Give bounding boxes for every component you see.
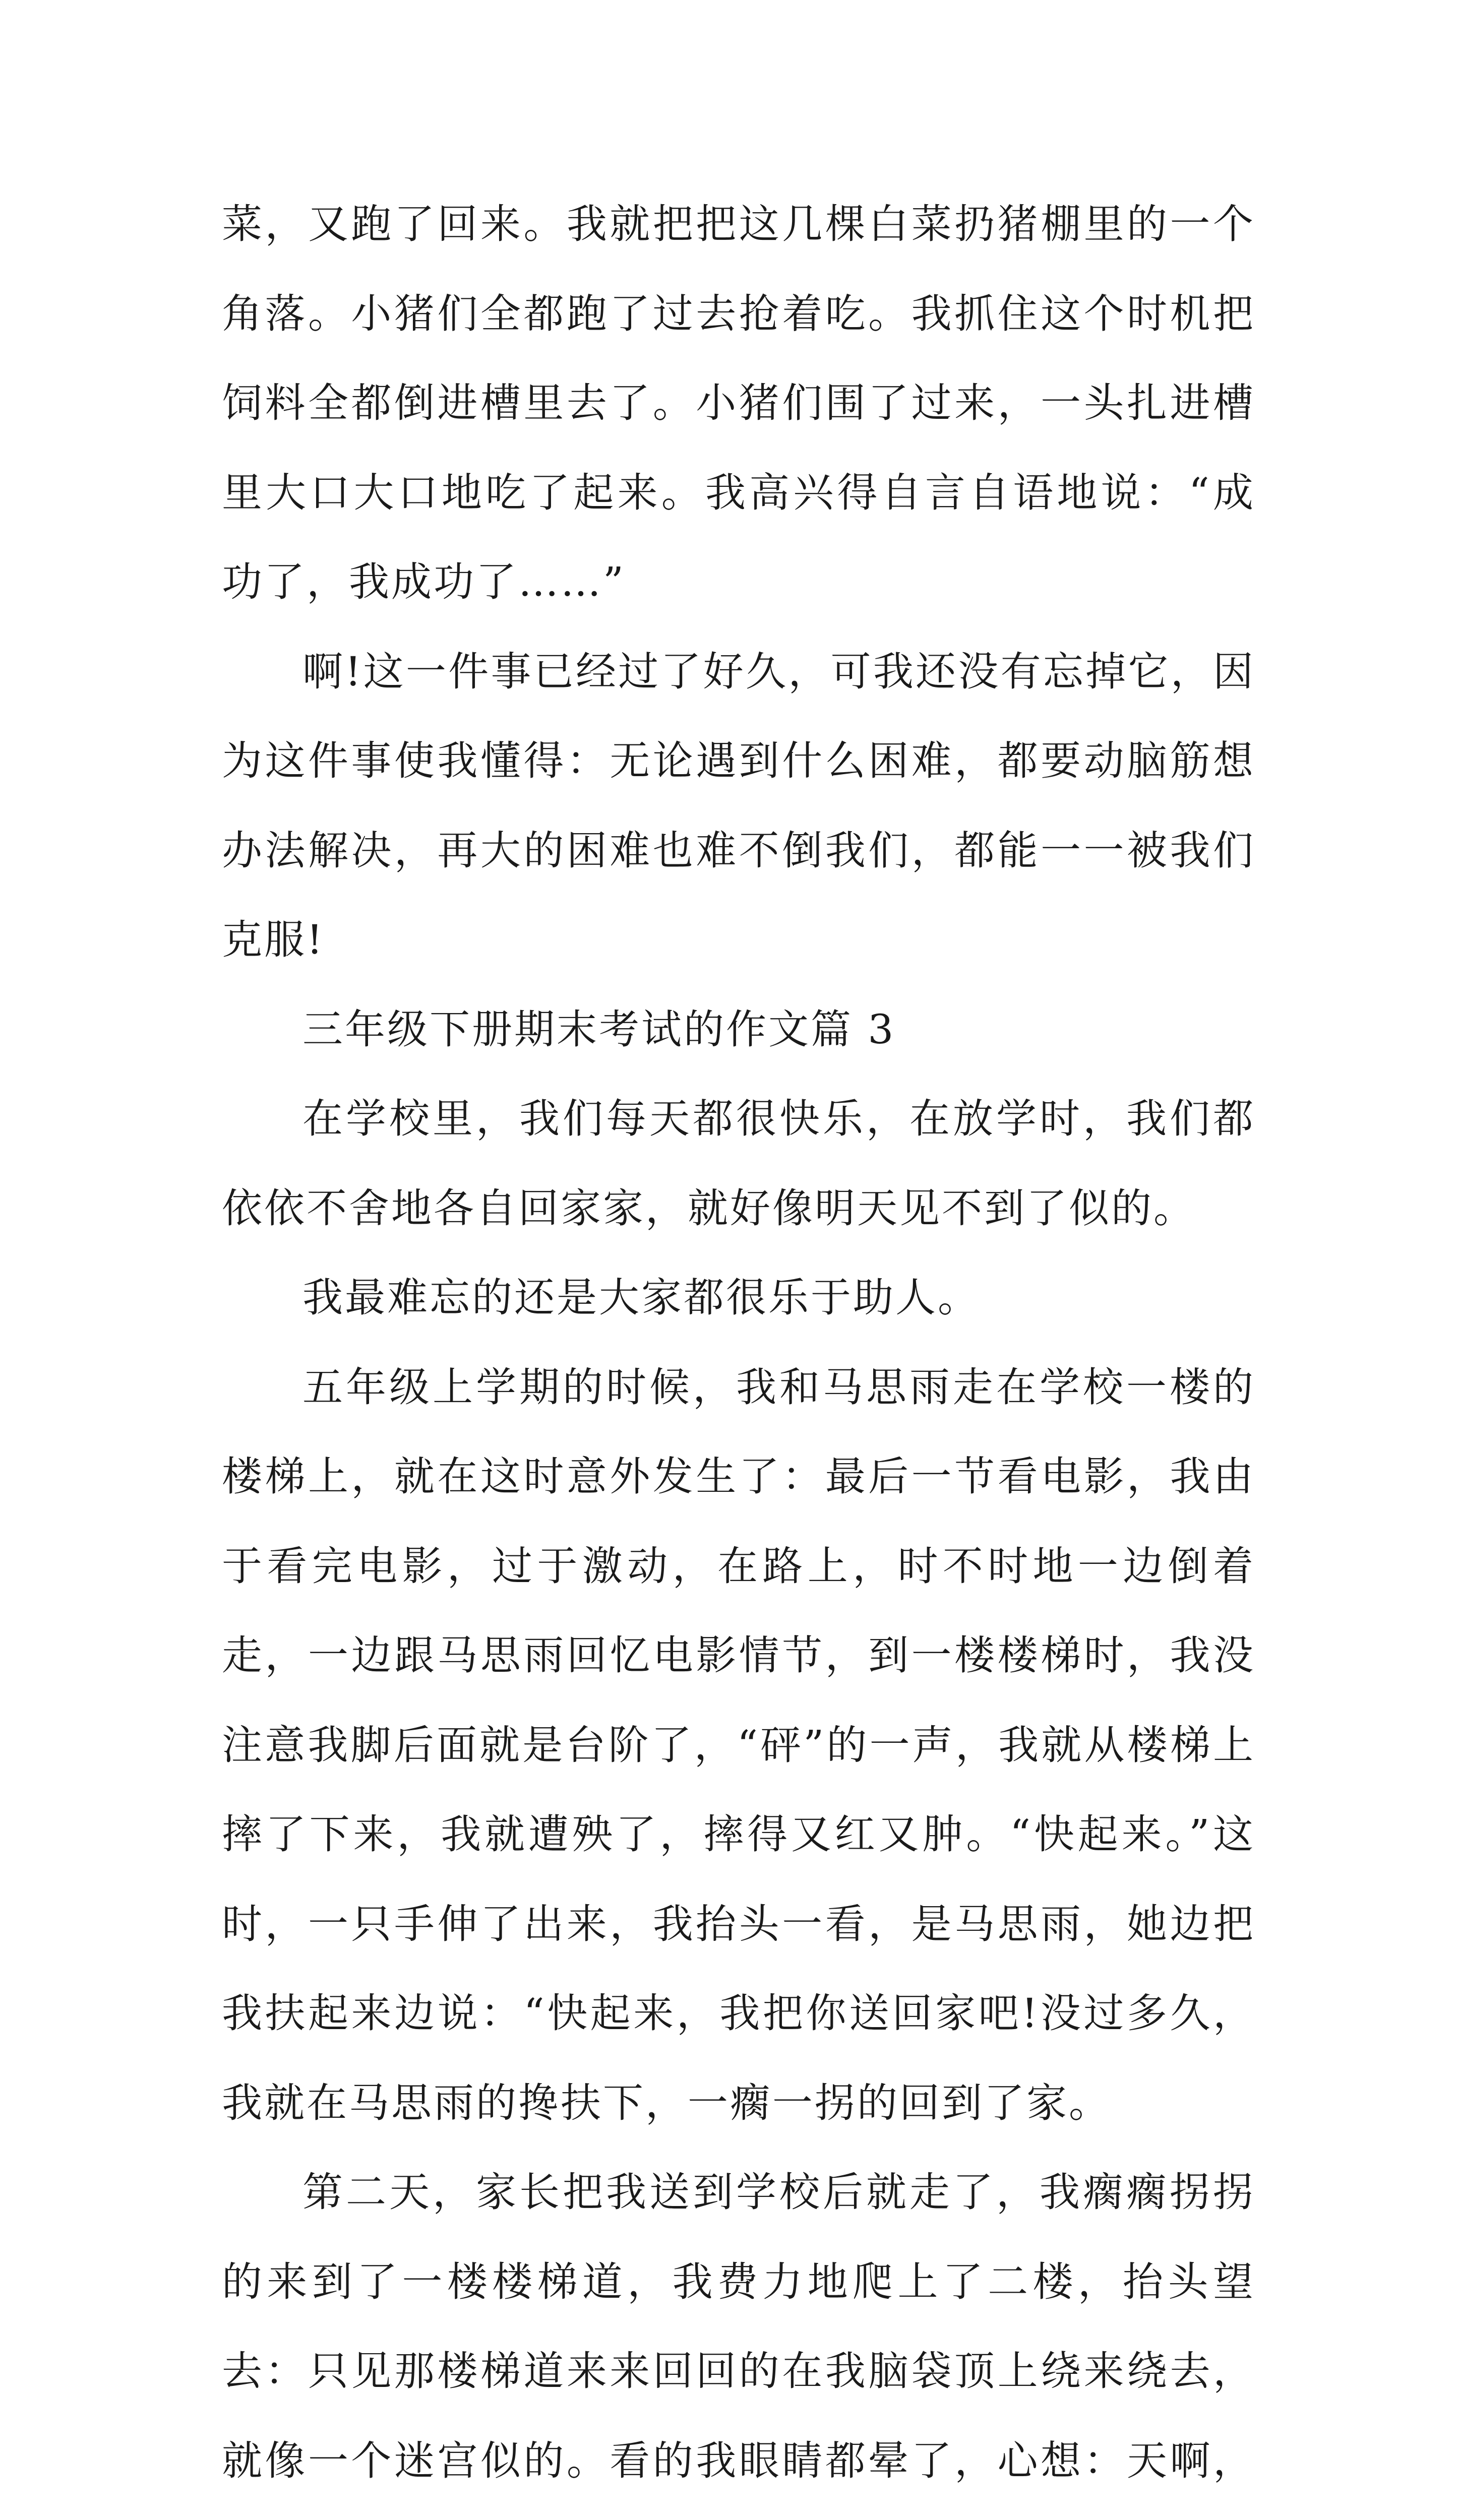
paragraph-7: 第二天，家长把我送到学校后就走了，我瘸瘸拐拐的来到了一楼楼梯道，我费力地爬上了二楼，抬头望去：只见那楼梯道来来回回的在我脑袋顶上绕来绕去，就像一个迷宫似的。看的我眼睛都晕了，心想：天啊， — [222, 2169, 1255, 2484]
essay-body — [222, 179, 1255, 2520]
paragraph-2: 啊!这一件事已经过了好久，可我还没有忘掉它，因为这件事使我懂得：无论遇到什么困难，都要动脑筋想办法解决，再大的困难也难不倒我们，都能一一被我们克服! — [222, 648, 1255, 963]
paragraph-6: 五年级上学期的时候，我和马思雨走在学校一楼的楼梯上，就在这时意外发生了：最后一节看电影，我由于看完电影，过于激动，在路上，时不时地一边倒着走，一边跟马思雨回忆电影情节，到一楼楼梯时，我没注意我脚后面就是台阶了，“砰”的一声，我就从楼梯上摔了下来，我就遭殃了，摔得又红又肿。“快起来。”这时，一只手伸了出来，我抬头一看，是马思雨，她边把我扶起来边说：“快起来，我把你送回家吧!没过多久，我就在马思雨的搀扶下，一瘸一拐的回到了家。 — [222, 1363, 1255, 2126]
section-heading: 三年级下册期末考试的作文篇 3 — [302, 1005, 896, 1053]
paragraph-4: 在学校里，我们每天都很快乐，在放学时，我们都依依不舍地各自回家家，就好像明天见不到了似的。 — [222, 1095, 1255, 1232]
paragraph-5: 我最难忘的还是大家都很乐于助人。 — [302, 1274, 980, 1321]
paragraph-1: 菜，又跑了回来。我就把把这几棵白菜扔猪棚里的一个角落。小猪们全都跑了过去抢着吃。我抓住这个时机把饲料全都倒进槽里去了。小猪们围了过来，一头扎进槽里大口大口地吃了起来。我高兴得自言自语地说：“成功了，我成功了……” — [222, 201, 1255, 605]
